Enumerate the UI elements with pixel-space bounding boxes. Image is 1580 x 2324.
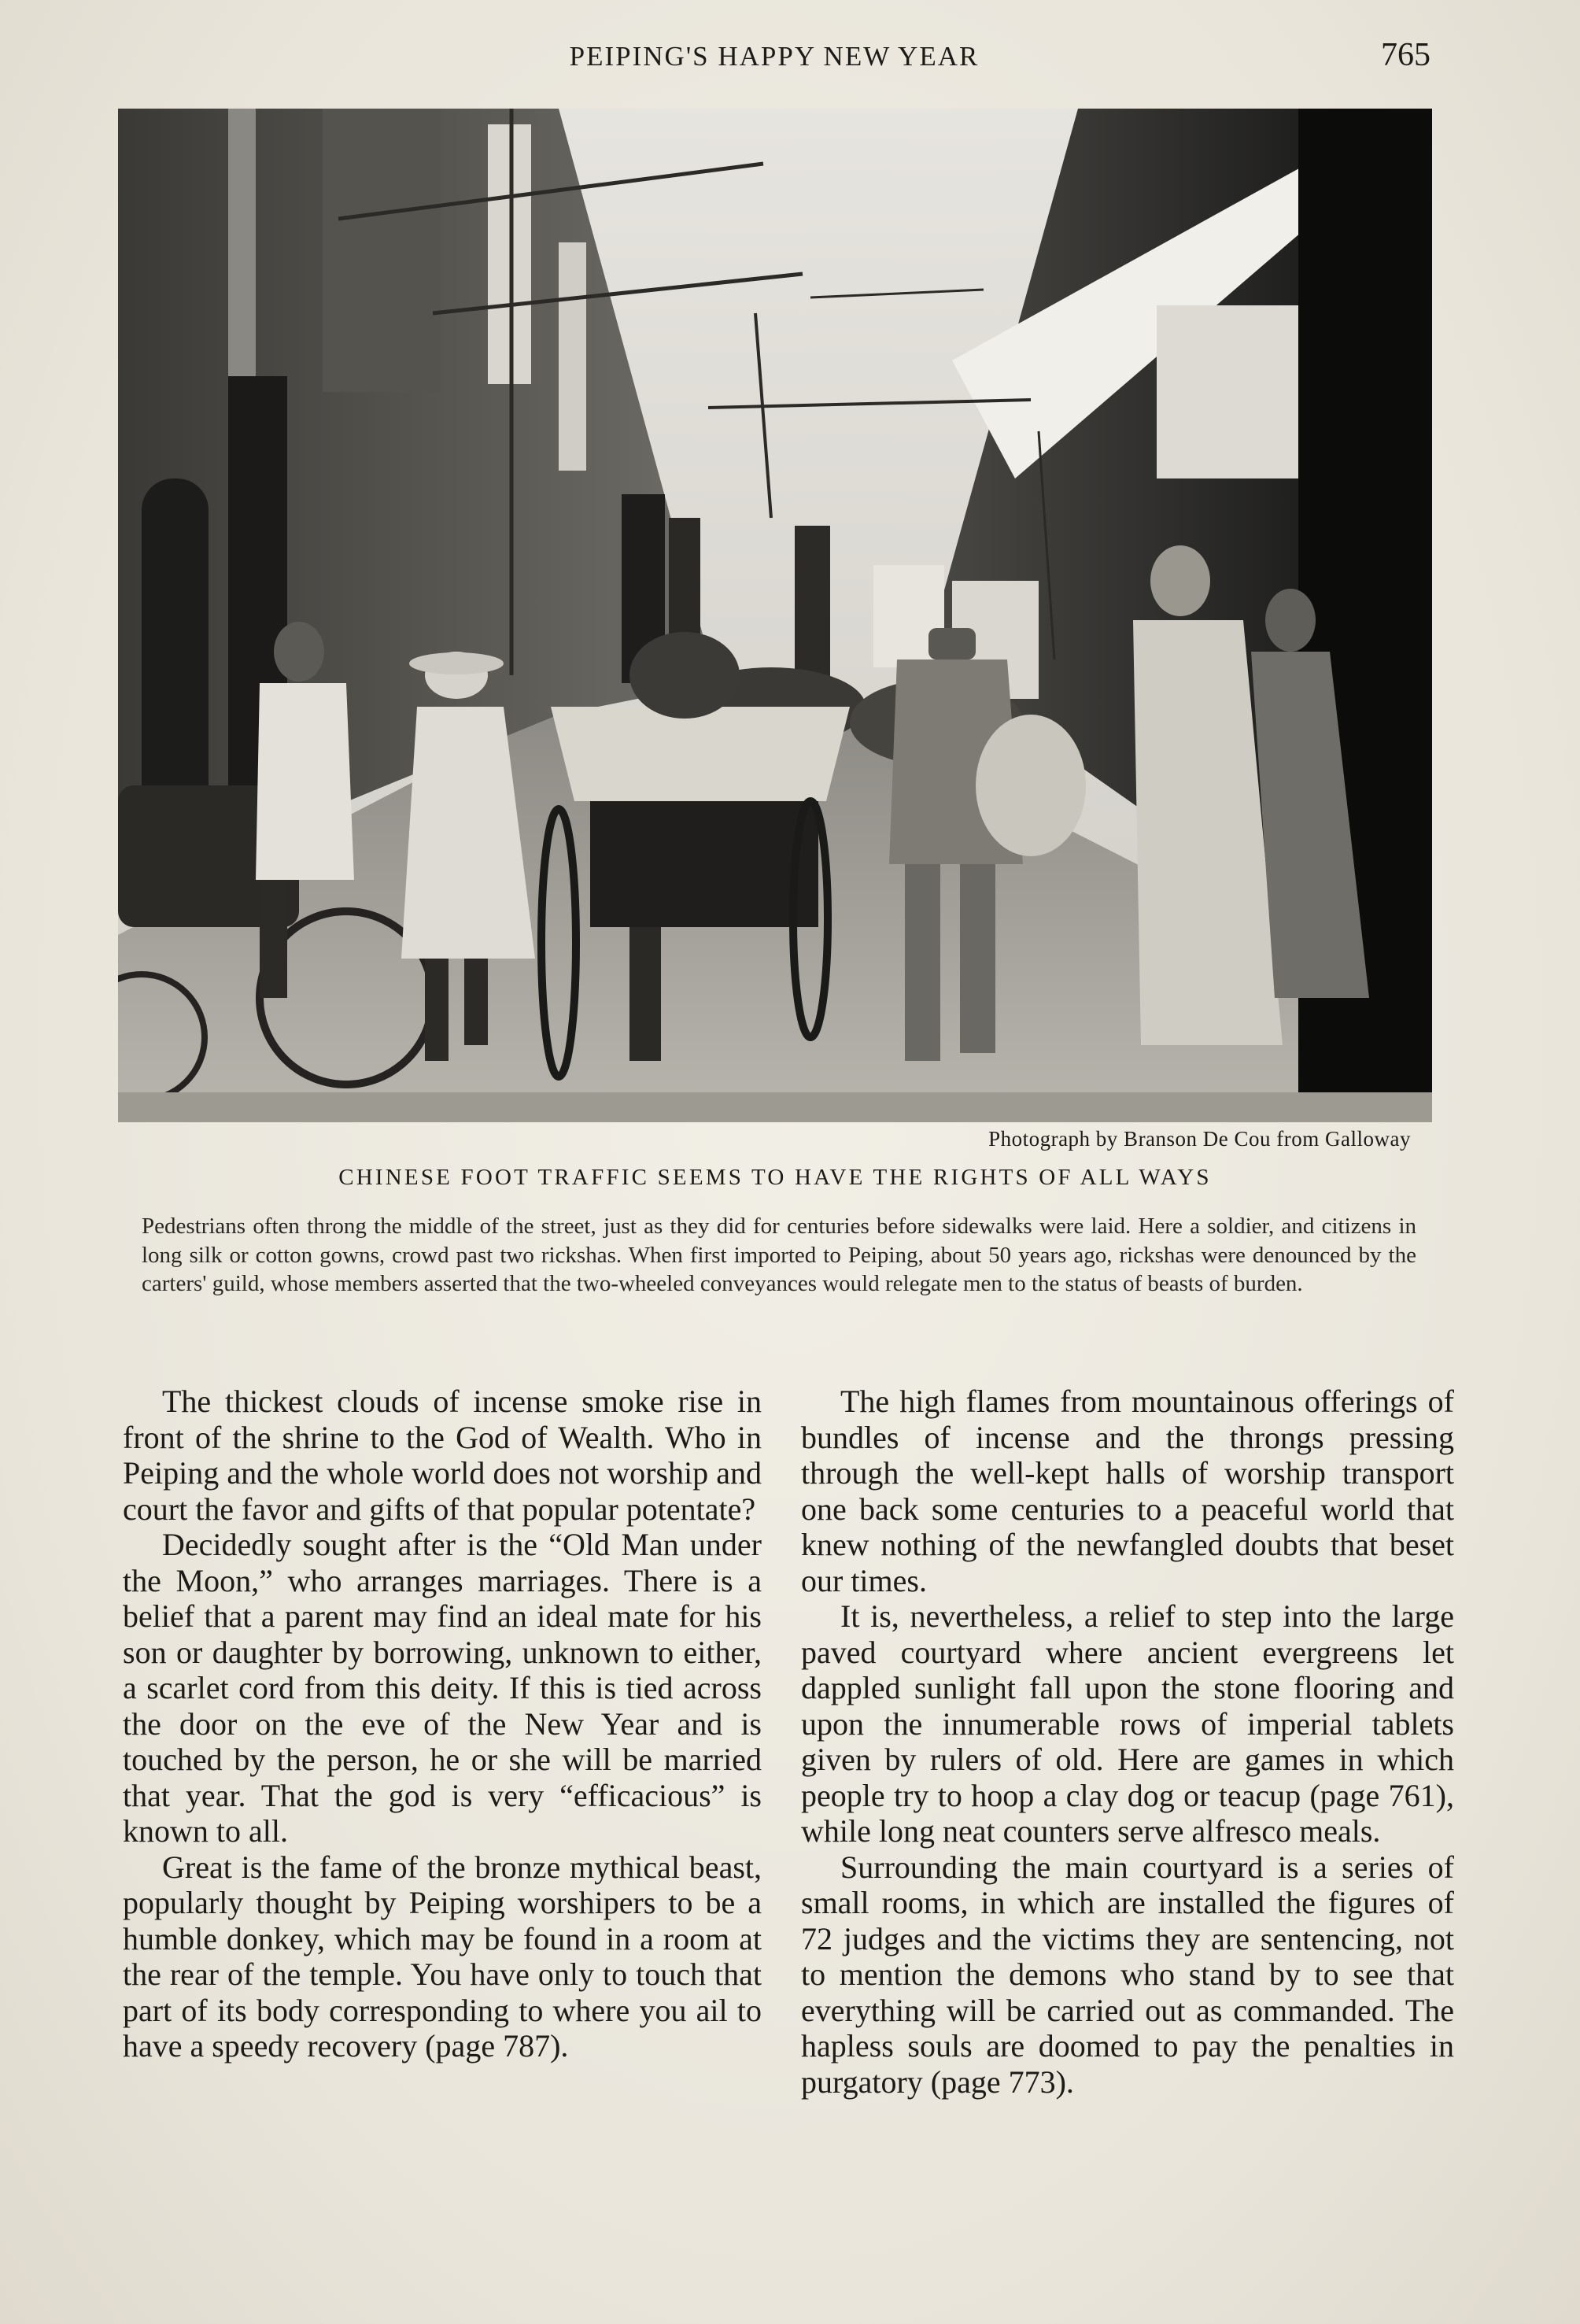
street-photograph xyxy=(118,109,1432,1122)
article-column-left xyxy=(123,1384,762,2064)
paragraph: Great is the fame of the bronze mythical beast, popularly thought by Peiping worshipers to be a humble donkey, which may be found in a room at the rear of the temple. You have only to touch that part of its body corresponding to where you ail to have a speedy recovery (page 787). xyxy=(123,1849,762,2064)
street-scene-illustration xyxy=(118,109,1432,1122)
caption-body: Pedestrians often throng the middle of the street, just as they did for centuries before sidewalks were laid. Here a soldier, and citizens in long silk or cotton gowns, crowd past two rickshas. When first imported to Peiping, about 50 years ago, rickshas were denounced by the carters' guild, whose members asserted that the two-wheeled conveyances would relegate men to the status of beasts of burden. xyxy=(142,1214,1416,1296)
page-number: 765 xyxy=(1381,37,1430,73)
photo-credit: Photograph by Branson De Cou from Galloway xyxy=(988,1127,1411,1151)
caption-title: CHINESE FOOT TRAFFIC SEEMS TO HAVE THE RIGHTS OF ALL WAYS xyxy=(338,1165,1212,1190)
paragraph: The high flames from mountainous offerings of bundles of incense and the throngs pressing through the well-kept halls of worship transport one back some centuries to a peaceful world that knew nothing of the newfangled doubts that beset our times. xyxy=(801,1384,1454,1598)
paragraph: The thickest clouds of incense smoke rise in front of the shrine to the God of Wealth. Who in Peiping and the whole world does not worship and court the favor and gifts of that popular potentate? xyxy=(123,1384,762,1527)
paragraph: It is, nevertheless, a relief to step into the large paved courtyard where ancient evergreens let dappled sunlight fall upon the stone flooring and upon the innumerable rows of imperial tablets given by rulers of old. Here are games in which people try to hoop a clay dog or teacup (page 761), while long neat counters serve alfresco meals. xyxy=(801,1598,1454,1849)
running-head xyxy=(118,36,1430,83)
article-column-right xyxy=(801,1384,1454,2100)
paragraph: Surrounding the main courtyard is a series of small rooms, in which are installed the figures of 72 judges and the victims they are sentencing, not to mention the demons who stand by to see that everything will be carried out as commanded. The hapless souls are doomed to pay the penalties in purgatory (page 773). xyxy=(801,1849,1454,2100)
running-title: PEIPING'S HAPPY NEW YEAR xyxy=(569,41,980,72)
paragraph: Decidedly sought after is the “Old Man under the Moon,” who arranges marriages. There is a belief that a parent may find an ideal mate for his son or daughter by borrowing, unknown to either, a scarlet cord from this deity. If this is tied across the door on the eve of the New Year and is touched by the person, he or she will be married that year. That the god is very “efficacious” is known to all. xyxy=(123,1527,762,1849)
